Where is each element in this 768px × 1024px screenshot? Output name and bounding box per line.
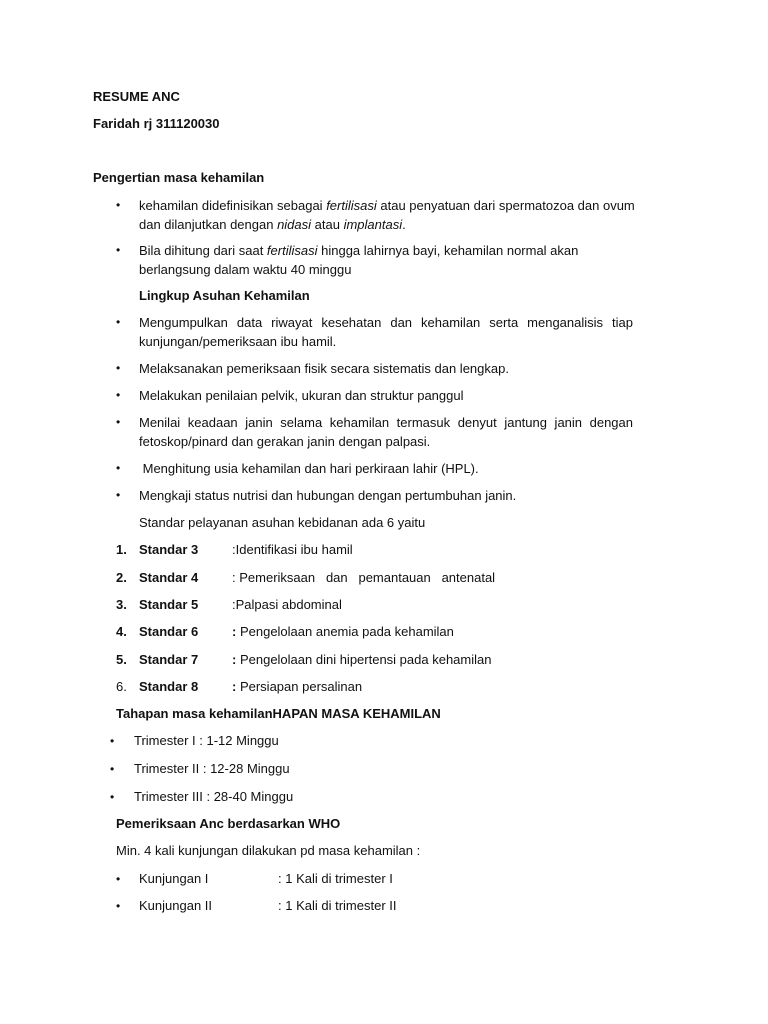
visit-description: : 1 Kali di trimester I [278,871,393,886]
standard-colon: : [232,597,236,612]
visit-name: Kunjungan I [139,871,209,886]
list-number: 1. [116,542,127,557]
text-run-italic: nidasi [277,217,312,232]
standard-text: Pemeriksaan dan pemantauan antenatal [235,570,496,585]
standard-colon: : [232,652,237,667]
bullet-icon: • [110,790,115,804]
standard-text: Persiapan persalinan [236,679,363,694]
visit-name: Kunjungan II [139,898,213,913]
bullet-icon: • [116,872,121,886]
bullet-icon: • [116,361,121,375]
text-run: kehamilan didefinisikan sebagai [139,198,327,213]
standard-description [232,651,491,668]
standard-colon: : [232,542,236,557]
standard-description [232,623,454,640]
bullet-icon: • [116,315,121,329]
standard-description [232,569,495,586]
text-run-italic: fertilisasi [326,198,377,213]
bullet-icon: • [116,388,121,402]
text-run: Bila dihitung dari saat [139,243,267,258]
standard-text: Identifikasi ibu hamil [235,542,353,557]
list-item-duration [139,241,639,279]
text-run: . [402,217,406,232]
list-item-lingkup-3: Melakukan penilaian pelvik, ukuran dan struktur panggul [139,388,464,403]
standard-name: Standar 5 [139,597,199,612]
standard-description [232,596,342,613]
trimester-item-2: Trimester II : 12-28 Minggu [134,761,290,776]
list-number: 4. [116,624,127,639]
standard-name: Standar 6 [139,624,199,639]
standard-colon: : [232,679,237,694]
text-run-italic: fertilisasi [266,243,318,258]
bullet-icon: • [116,415,121,429]
document-title: RESUME ANC [93,89,180,104]
section-heading-pengertian: Pengertian masa kehamilan [93,170,265,185]
list-item-lingkup-1: Mengumpulkan data riwayat kesehatan dan kehamilan serta menganalisis tiap kunjungan/pemeriksaan ibu hamil. [139,315,633,349]
list-number: 2. [116,570,127,585]
standard-text: Pengelolaan anemia pada kehamilan [236,624,454,639]
author-line: Faridah rj 311120030 [93,116,220,131]
standard-name: Standar 7 [139,652,199,667]
standards-intro: Standar pelayanan asuhan kebidanan ada 6 yaitu [139,515,426,530]
bullet-icon: • [110,762,115,776]
text-run: atau [311,217,344,232]
standard-description [232,541,353,558]
list-item-lingkup-6: Mengkaji status nutrisi dan hubungan dengan pertumbuhan janin. [139,488,517,503]
list-number: 6. [116,679,127,694]
bullet-icon: • [116,243,121,257]
bullet-icon: • [116,899,121,913]
trimester-item-3: Trimester III : 28-40 Minggu [134,789,294,804]
text-run: atau penyatuan dari spermatozoa dan ovum dan dilanjutkan dengan [139,198,635,232]
list-item-lingkup-2: Melaksanakan pemeriksaan fisik secara sistematis dan lengkap. [139,361,509,376]
standard-colon: : [232,624,237,639]
standard-description [232,678,362,695]
list-number: 5. [116,652,127,667]
list-item-lingkup-4: Menilai keadaan janin selama kehamilan termasuk denyut jantung janin dengan fetoskop/pinard dan gerakan janin dengan palpasi. [139,415,633,449]
text-run-italic: implantasi [343,217,403,232]
standard-name: Standar 3 [139,542,199,557]
standard-text: Palpasi abdominal [235,597,342,612]
standard-colon: : [232,570,236,585]
list-number: 3. [116,597,127,612]
section-heading-who: Pemeriksaan Anc berdasarkan WHO [116,816,341,831]
list-item-definition [139,196,639,234]
bullet-icon: • [116,461,121,475]
standard-name: Standar 8 [139,679,199,694]
visit-description: : 1 Kali di trimester II [278,898,397,913]
bullet-icon: • [110,734,115,748]
section-heading-lingkup: Lingkup Asuhan Kehamilan [139,288,310,303]
bullet-icon: • [116,488,121,502]
list-item-lingkup-5: Menghitung usia kehamilan dan hari perkiraan lahir (HPL). [139,461,479,476]
standard-text: Pengelolaan dini hipertensi pada kehamilan [236,652,492,667]
who-intro: Min. 4 kali kunjungan dilakukan pd masa kehamilan : [116,843,421,858]
section-heading-tahapan: Tahapan masa kehamilanHAPAN MASA KEHAMILAN [116,706,441,721]
text-run: hingga lahirnya bayi, kehamilan normal akan berlangsung dalam waktu 40 minggu [139,243,579,277]
bullet-icon: • [116,198,121,212]
standard-name: Standar 4 [139,570,199,585]
trimester-item-1: Trimester I : 1-12 Minggu [134,733,279,748]
